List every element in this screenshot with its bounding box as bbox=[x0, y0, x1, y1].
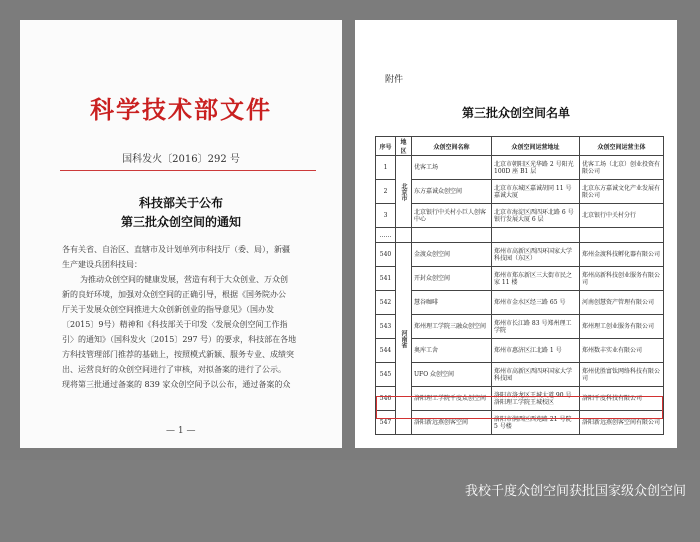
space-address: 洛阳市涧西区西苑路 21 号院 5 号楼 bbox=[492, 411, 580, 435]
space-operator: 郑州数丰实业有限公司 bbox=[580, 339, 664, 363]
space-address: 郑州市金水区经三路 65 号 bbox=[492, 291, 580, 315]
column-header: 众创空间运营地址 bbox=[492, 137, 580, 156]
space-operator bbox=[580, 228, 664, 243]
body-line: 生产建设兵团科技局： bbox=[62, 260, 142, 269]
row-number: 544 bbox=[376, 339, 396, 363]
table-row-ellipsis bbox=[376, 228, 664, 243]
table-row bbox=[376, 156, 664, 180]
body-line: 〔2015〕9号）精神和《科技部关于印发〈发展众创空间工作指 bbox=[62, 320, 288, 329]
table-row bbox=[376, 291, 664, 315]
table-header-row bbox=[376, 137, 664, 156]
list-title: 第三批众创空间名单 bbox=[461, 106, 570, 120]
space-name: 金渡众创空间 bbox=[412, 243, 492, 267]
space-name: UFO 众创空间 bbox=[412, 363, 492, 387]
table-row bbox=[376, 204, 664, 228]
space-address: 郑州市长江路 83 号郑州理工学院 bbox=[492, 315, 580, 339]
space-operator: 北京东方嘉诚文化产业发展有限公司 bbox=[580, 180, 664, 204]
row-number: 1 bbox=[376, 156, 396, 180]
space-name: 开封众创空间 bbox=[412, 267, 492, 291]
table-row bbox=[376, 243, 664, 267]
table-row bbox=[376, 180, 664, 204]
space-operator: 北京银行中关村分行 bbox=[580, 204, 664, 228]
body-line: 现将第三批通过备案的 839 家众创空间予以公布，通过备案的众 bbox=[62, 380, 291, 389]
space-operator: 洛阳千度科技有限公司 bbox=[580, 387, 664, 411]
attachment-page bbox=[355, 20, 677, 448]
space-address: 郑州市高新区西四环国家大学科技园 bbox=[492, 363, 580, 387]
space-address bbox=[492, 228, 580, 243]
row-number: 542 bbox=[376, 291, 396, 315]
space-name: 东方嘉诚众创空间 bbox=[412, 180, 492, 204]
table-row bbox=[376, 339, 664, 363]
column-header: 众创空间名称 bbox=[412, 137, 492, 156]
space-address: 北京市海淀区西四环北路 6 号银行发展大厦 6 层 bbox=[492, 204, 580, 228]
row-number: 547 bbox=[376, 411, 396, 435]
space-address: 北京市朝阳区光华路 2 号阳光 100D 座 B1 层 bbox=[492, 156, 580, 180]
row-number: 3 bbox=[376, 204, 396, 228]
body-line: 引〉的通知》（国科发火〔2015〕297 号）的要求，科技部在各地 bbox=[62, 335, 297, 344]
page-number: — 1 — bbox=[166, 426, 196, 436]
body-line: 各有关省、自治区、直辖市及计划单列市科技厅（委、局），新疆 bbox=[62, 245, 290, 254]
table-row bbox=[376, 315, 664, 339]
space-name: 郑州理工学院三融众创空间 bbox=[412, 315, 492, 339]
table-row bbox=[376, 267, 664, 291]
column-header: 众创空间运营主体 bbox=[580, 137, 664, 156]
region-cell: 北京市 bbox=[396, 156, 412, 228]
space-operator: 洛阳新远燕创客空间有限公司 bbox=[580, 411, 664, 435]
space-operator: 优客工场（北京）创业投资有限公司 bbox=[580, 156, 664, 180]
row-number: 541 bbox=[376, 267, 396, 291]
column-header: 序号 bbox=[376, 137, 396, 156]
body-line: 出、运营良好的众创空间进行了审核，对拟备案的进行了公示。 bbox=[62, 365, 286, 374]
space-address: 洛阳市洛龙区王城大道 90 号洛阳理工学院王城校区 bbox=[492, 387, 580, 411]
caption-bar bbox=[0, 460, 700, 542]
space-operator: 郑州金渡科技孵化器有限公司 bbox=[580, 243, 664, 267]
table-row bbox=[376, 363, 664, 387]
highlight-box bbox=[376, 396, 663, 419]
body-line: 为推动众创空间的健康发展，营造有利于大众创业、万众创 bbox=[80, 275, 288, 284]
body-line: 新的良好环境，加强对众创空间的正确引导，根据《国务院办公 bbox=[62, 290, 286, 299]
space-operator: 郑州优胜富钛网络科技有限公司 bbox=[580, 363, 664, 387]
document-number: 国科发火〔2016〕292 号 bbox=[122, 154, 240, 165]
space-operator: 郑州高新科技创业服务有限公司 bbox=[580, 267, 664, 291]
column-header: 地区 bbox=[396, 137, 412, 156]
notice-title-line-2: 第三批众创空间的通知 bbox=[120, 215, 241, 229]
caption-text: 我校千度众创空间获批国家级众创空间 bbox=[464, 484, 686, 499]
notice-title-line-1: 科技部关于公布 bbox=[138, 196, 223, 210]
row-number: 540 bbox=[376, 243, 396, 267]
space-name: 优客工场 bbox=[412, 156, 492, 180]
document-header-title: 科学技术部文件 bbox=[90, 95, 272, 124]
row-number: 543 bbox=[376, 315, 396, 339]
body-line: 厅关于发展众创空间推进大众创新创业的指导意见》（国办发 bbox=[62, 305, 274, 314]
red-divider-line bbox=[60, 170, 316, 171]
region-cell: 河南省 bbox=[396, 243, 412, 435]
row-number: 2 bbox=[376, 180, 396, 204]
space-name: 北京银行中关村小巨人创客中心 bbox=[412, 204, 492, 228]
attachment-label: 附件 bbox=[385, 75, 404, 85]
maker-space-table bbox=[375, 136, 664, 435]
space-address: 郑州市惠济区江北路 1 号 bbox=[492, 339, 580, 363]
space-address: 郑州市郑东新区三大街市民之家 11 楼 bbox=[492, 267, 580, 291]
space-name: 奥库工舍 bbox=[412, 339, 492, 363]
row-number: 545 bbox=[376, 363, 396, 387]
space-name bbox=[412, 228, 492, 243]
space-address: 北京市东城区嘉诚胡同 11 号嘉诚大厦 bbox=[492, 180, 580, 204]
space-name: 洛阳新远燕创客空间 bbox=[412, 411, 492, 435]
region-cell bbox=[396, 228, 412, 243]
space-operator: 河南创慧资产管理有限公司 bbox=[580, 291, 664, 315]
body-line: 方科技管理部门推荐的基础上，按照模式新颖、服务专业、成绩突 bbox=[62, 350, 294, 359]
space-operator: 郑州理工创业服务有限公司 bbox=[580, 315, 664, 339]
row-number: 546 bbox=[376, 387, 396, 411]
space-name: 慧谷咖啡 bbox=[412, 291, 492, 315]
notice-page bbox=[20, 20, 342, 448]
space-name: 洛阳理工学院千度众创空间 bbox=[412, 387, 492, 411]
space-address: 郑州市高新区西四环国家大学科技园（东区） bbox=[492, 243, 580, 267]
row-number: …… bbox=[376, 228, 396, 243]
